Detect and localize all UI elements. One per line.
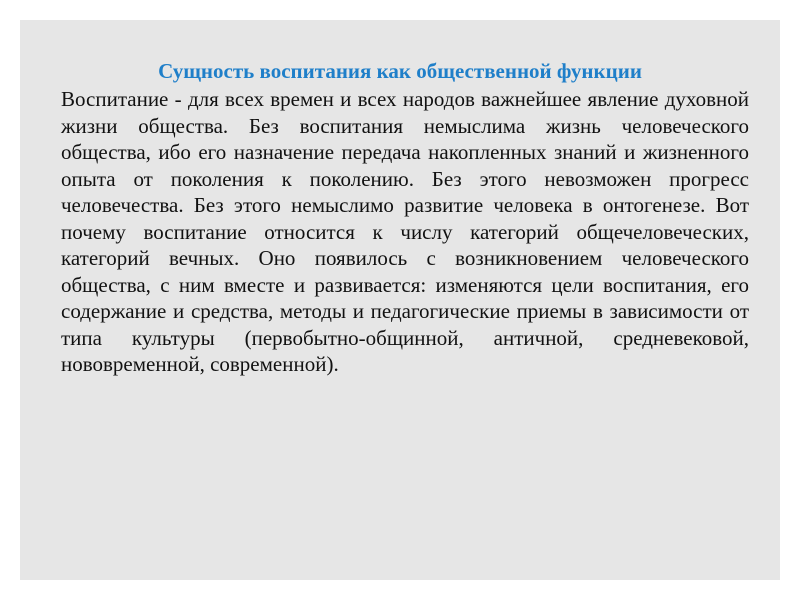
slide-title: Сущность воспитания как общественной функции [158, 59, 642, 83]
slide-body-text: Воспитание - для всех времен и всех народов важнейшее явление духовной жизни общества. Без воспитания немыслима жизнь человеческого общества, ибо его назначение передача накопленных знаний и жизненного опыта от поколения к поколению. Без этого невозможен прогресс человечества. Без этого немыслимо развитие человека в онтогенезе. Вот почему воспитание относится к числу категорий общечеловеческих, категорий вечных. Оно появилось с возникновением человеческого общества, с ним вместе и развивается: изменяются цели воспитания, его содержание и средства, методы и педагогические приемы в зависимости от типа культуры (первобытно-общинной, античной, средневековой, нововременной, современной). [61, 87, 749, 376]
